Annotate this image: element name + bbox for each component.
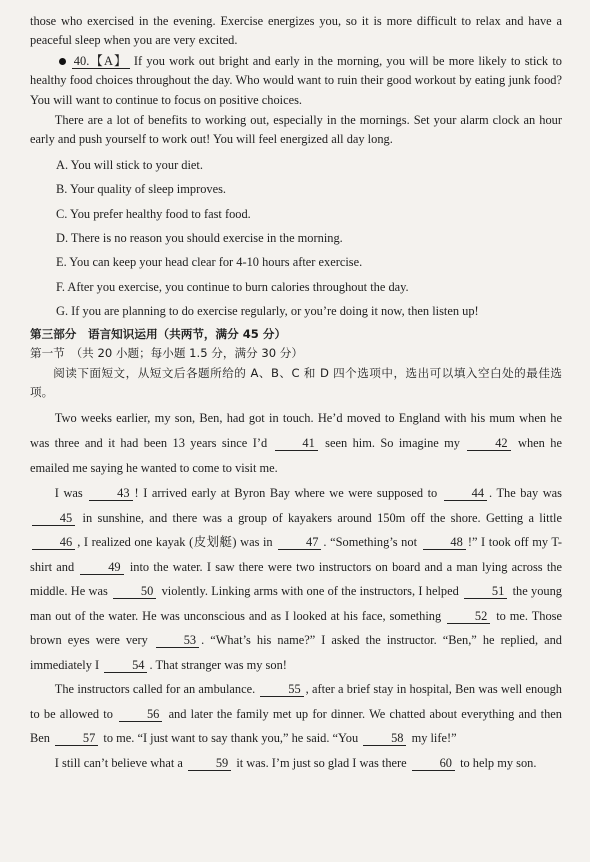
- option-e: E. You can keep your head clear for 4-10 hours after exercise.: [56, 255, 363, 270]
- blank-58[interactable]: 58: [363, 732, 406, 746]
- option-d: D. There is no reason you should exercise in the morning.: [56, 231, 343, 246]
- passage-text: The instructors called for an ambulance.: [54, 682, 256, 697]
- passage-text: in sunshine, and there was a group of kayakers around 150m off the shore. Getting a little: [82, 510, 562, 525]
- option-f: F. After you exercise, you continue to burn calories throughout the day.: [56, 279, 409, 294]
- passage-text: and later the family met up for dinner. We chatted about everything and then Ben: [30, 706, 562, 746]
- passage-paragraph-3: [30, 677, 562, 751]
- paragraph-top: those who exercised in the evening. Exercise energizes you, so it is more difficult to relax and have a peaceful sleep when you are very excited.: [30, 14, 562, 48]
- part3-heading: 第三部分 语言知识运用（共两节，满分 45 分）: [30, 326, 287, 341]
- blank-56[interactable]: 56: [119, 708, 162, 722]
- passage-text: to me. Those brown eyes were very: [30, 608, 562, 648]
- blank-51[interactable]: 51: [464, 585, 507, 599]
- option-b: B. Your quality of sleep improves.: [56, 182, 227, 197]
- instruction: 阅读下面短文，从短文后各题所给的 A、B、C 和 D 四个选项中，选出可以填入空白处的最佳选项。: [30, 365, 562, 399]
- blank-54[interactable]: 54: [104, 659, 147, 673]
- passage-paragraph-4: [30, 751, 562, 776]
- answer-40-text: If you work out bright and early in the morning, you will be more likely to stick to healthy food choices throughout the day. Who would want to ruin their good workout by eating junk food? You will want to continue to focus on positive choices.: [30, 53, 563, 107]
- blank-44[interactable]: 44: [444, 487, 487, 501]
- option-c: C. You prefer healthy food to fast food.: [56, 206, 251, 221]
- blank-45[interactable]: 45: [32, 512, 75, 526]
- blank-43[interactable]: 43: [89, 487, 132, 501]
- option-a: A. You will stick to your diet.: [56, 157, 203, 172]
- passage-text: into the water. I saw there were two instructors on board and a man lying across the middle. He was: [30, 559, 562, 599]
- passage-text: . “What’s his name?” I asked the instructor. “Ben,” he replied, and immediately I: [30, 633, 562, 672]
- passage-text: seen him. So imagine my: [325, 436, 461, 451]
- blank-47[interactable]: 47: [278, 536, 321, 550]
- blank-50[interactable]: 50: [113, 585, 156, 599]
- blank-60[interactable]: 60: [412, 757, 455, 771]
- blank-59[interactable]: 59: [188, 757, 231, 771]
- blank-42[interactable]: 42: [467, 437, 510, 451]
- blank-46[interactable]: 46: [32, 536, 75, 550]
- paragraph-benefits: There are a lot of benefits to working out, especially in the mornings. Set your alarm clock an hour early and push yourself to work out! You will feel energized all day long.: [30, 113, 562, 147]
- section1-heading: 第一节 （共 20 小题；每小题 1.5 分，满分 30 分）: [30, 346, 303, 361]
- passage-text: my life!”: [411, 731, 457, 746]
- answer-40-label: 40.【A】: [73, 53, 128, 68]
- blank-48[interactable]: 48: [423, 536, 466, 550]
- passage-text: violently. Linking arms with one of the instructors, I helped: [161, 584, 459, 599]
- blank-49[interactable]: 49: [80, 561, 123, 575]
- passage-text: to me. “I just want to say thank you,” he said. “You: [103, 731, 359, 746]
- answer-40-paragraph: [30, 52, 562, 110]
- blank-53[interactable]: 53: [156, 634, 199, 648]
- passage-paragraph-1: [30, 406, 562, 481]
- blank-55[interactable]: 55: [260, 683, 303, 697]
- passage-text: !” I took off my T-shirt and: [30, 535, 562, 574]
- passage-paragraph-2: [30, 481, 562, 677]
- passage-text: Two weeks earlier, my son, Ben, had got in touch. He’d moved to England with his mum when he was three and it had been 13 years since I’d: [30, 411, 562, 451]
- passage-text: it was. I’m just so glad I was there: [236, 755, 407, 770]
- bullet-dot-icon: [59, 58, 66, 65]
- passage-text: . That stranger was my son!: [149, 657, 287, 672]
- passage-text: . “Something’s not: [323, 535, 418, 550]
- passage-text: . The bay was: [489, 486, 563, 501]
- blank-57[interactable]: 57: [55, 732, 98, 746]
- passage-text: the young man out of the water. He was unconscious and as I looked at his face, something: [30, 584, 562, 623]
- passage-text: I was: [54, 486, 83, 501]
- passage-text: , I realized one kayak (皮划艇) was in: [77, 535, 273, 550]
- passage-text: I still can’t believe what a: [54, 755, 183, 770]
- passage-text: to help my son.: [460, 755, 537, 770]
- passage-text: , after a brief stay in hospital, Ben was well enough to be allowed to: [30, 682, 562, 721]
- passage-text: ! I arrived early at Byron Bay where we were supposed to: [134, 486, 438, 501]
- blank-41[interactable]: 41: [275, 437, 318, 451]
- passage-text: when he emailed me saying he wanted to come to visit me.: [30, 436, 562, 476]
- option-g: G. If you are planning to do exercise regularly, or you’re doing it now, then listen up!: [56, 304, 479, 319]
- blank-52[interactable]: 52: [447, 610, 490, 624]
